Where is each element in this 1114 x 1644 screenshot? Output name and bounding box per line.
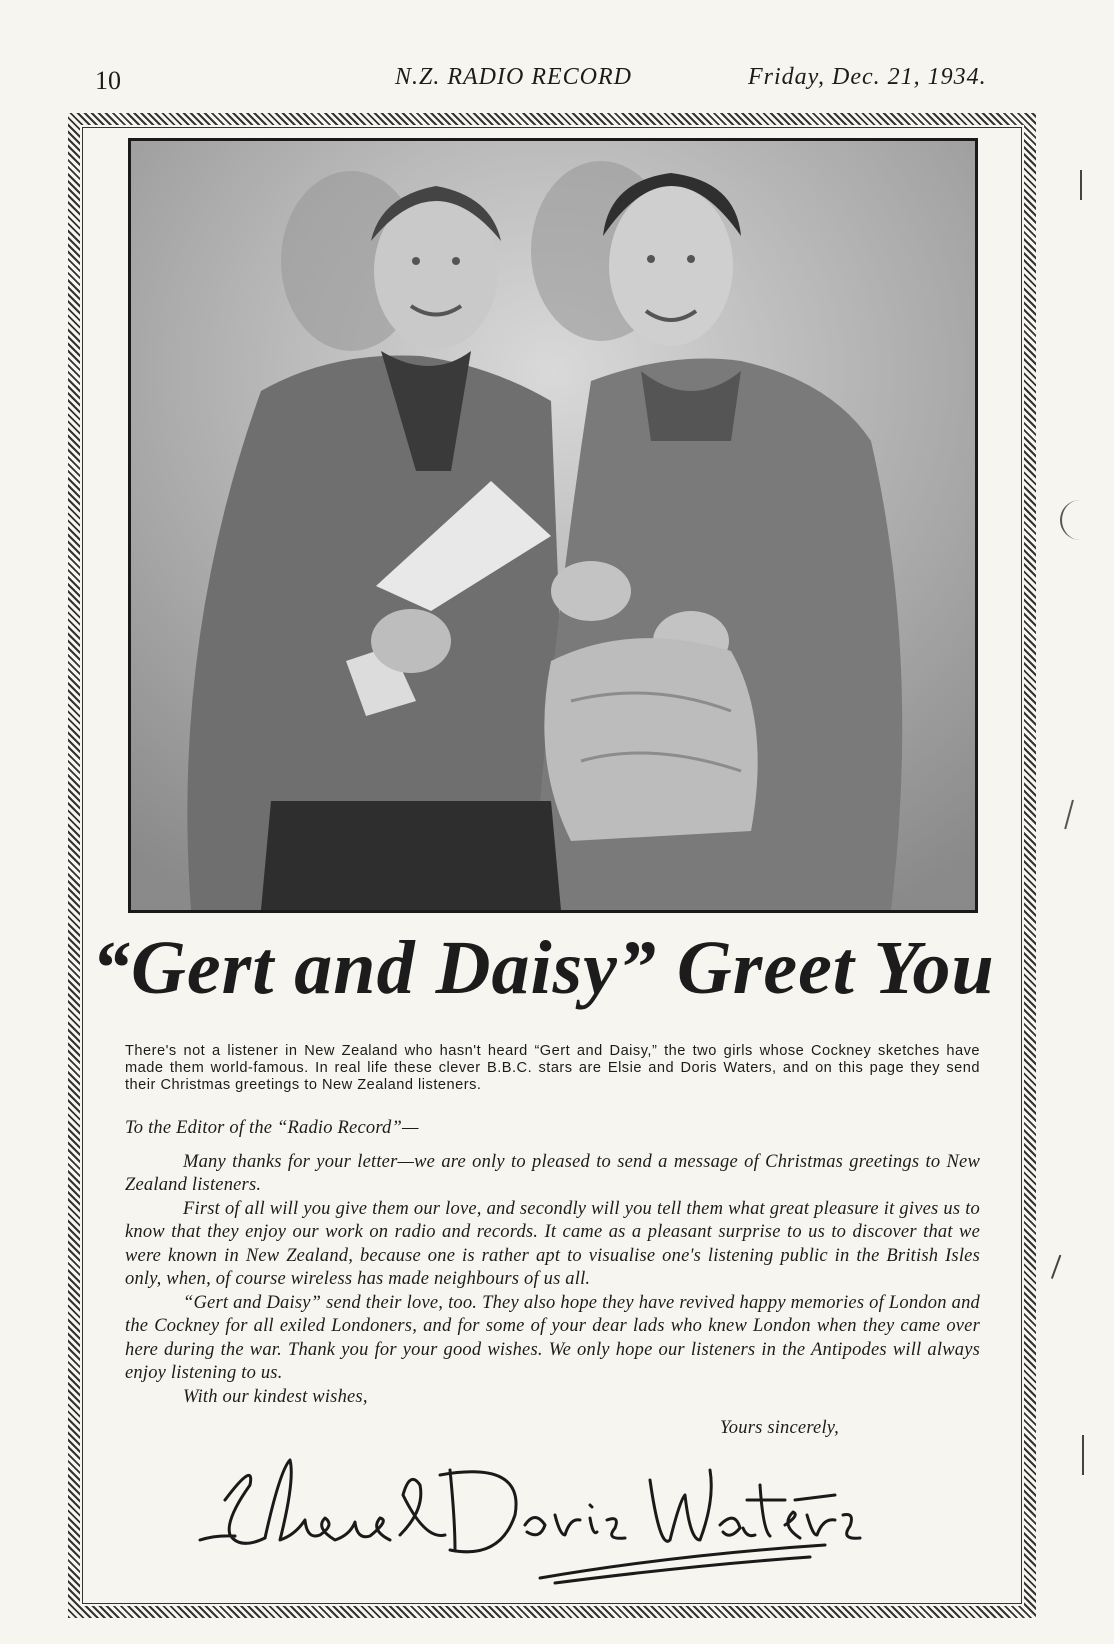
margin-mark <box>1082 1435 1088 1475</box>
margin-mark <box>1051 1255 1065 1281</box>
letter-paragraph: “Gert and Daisy” send their love, too. They also hope they have revived happy memories of London and the Cockney for all exiled Londoners, and for some of your dear lads who knew London when they came over here during the war. Thank you for your good wishes. We only hope our listeners in the Antipodes will always enjoy listening to us. <box>125 1292 980 1383</box>
letter-salutation: To the Editor of the “Radio Record”— <box>125 1118 419 1138</box>
photo-illustration <box>131 141 975 910</box>
publication-title: N.Z. RADIO RECORD <box>395 64 632 90</box>
margin-mark <box>1064 800 1078 831</box>
letter-valediction: Yours sincerely, <box>720 1418 840 1438</box>
margin-mark <box>1080 170 1086 200</box>
page-number: 10 <box>95 66 121 95</box>
portrait-photo <box>128 138 978 913</box>
headline: “Gert and Daisy” Greet You <box>92 926 995 1010</box>
intro-paragraph: There's not a listener in New Zealand who hasn't heard “Gert and Daisy,” the two girls whose Cockney sketches have made them world-famous. In real life these clever B.B.C. stars are Elsie and Doris Waters, and on this page they send their Christmas greetings to New Zealand listeners. <box>125 1043 980 1093</box>
handwritten-signature <box>195 1440 895 1590</box>
letter-paragraph: First of all will you give them our love, and secondly will you tell them what great pleasure it gives us to know that they enjoy our work on radio and records. It came as a pleasant surprise to us to discover that we were known in New Zealand, because one is rather apt to visualise one's listening public in the British Isles only, when, of course wireless has made neighbours of us all. <box>125 1198 980 1289</box>
letter <box>125 1117 980 1441</box>
letter-paragraph: Many thanks for your letter—we are only to pleased to send a message of Christmas greetings to New Zealand listeners. <box>125 1151 980 1195</box>
letter-closing: With our kindest wishes, <box>183 1386 368 1407</box>
issue-date: Friday, Dec. 21, 1934. <box>748 64 987 90</box>
page-header <box>0 58 1114 98</box>
margin-mark <box>1060 500 1080 540</box>
